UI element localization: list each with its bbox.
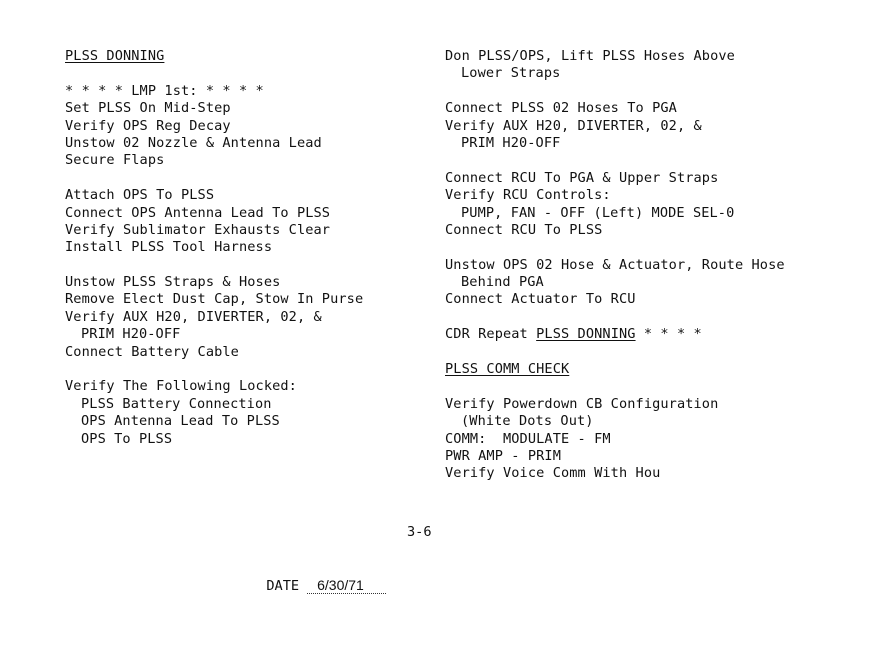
date-value: 6/30/71 bbox=[307, 577, 386, 594]
step-line-continued: Lower Straps bbox=[461, 65, 561, 82]
step-line: Verify AUX H20, DIVERTER, 02, & bbox=[65, 308, 322, 325]
sub-item: OPS To PLSS bbox=[81, 430, 173, 447]
step-line: Verify The Following Locked: bbox=[65, 378, 297, 395]
step-line-continued: (White Dots Out) bbox=[461, 413, 594, 430]
step-line: Connect PLSS 02 Hoses To PGA bbox=[445, 100, 677, 117]
step-line: Secure Flaps bbox=[65, 152, 165, 169]
page-number: 3-6 bbox=[407, 524, 432, 540]
step-line: Attach OPS To PLSS bbox=[65, 187, 215, 204]
date-row bbox=[250, 561, 386, 594]
step-line: Verify Sublimator Exhausts Clear bbox=[65, 221, 331, 238]
cdr-repeat-prefix: CDR Repeat bbox=[445, 326, 537, 343]
step-line: Install PLSS Tool Harness bbox=[65, 239, 273, 256]
step-line: PWR AMP - PRIM bbox=[445, 447, 561, 464]
step-line: Unstow PLSS Straps & Hoses bbox=[65, 274, 281, 291]
step-line: Verify Powerdown CB Configuration bbox=[445, 395, 719, 412]
lmp-first-marker: * * * * LMP 1st: * * * * bbox=[65, 82, 264, 99]
step-line: Verify AUX H20, DIVERTER, 02, & bbox=[445, 117, 702, 134]
step-line: Don PLSS/OPS, Lift PLSS Hoses Above bbox=[445, 48, 735, 64]
sub-item: PLSS Battery Connection bbox=[81, 395, 272, 412]
date-label: DATE bbox=[266, 578, 300, 594]
left-column bbox=[65, 48, 425, 448]
step-line-continued: Behind PGA bbox=[461, 274, 544, 291]
step-line: Connect RCU To PGA & Upper Straps bbox=[445, 169, 719, 186]
step-line: Connect RCU To PLSS bbox=[445, 221, 603, 238]
step-line: Verify RCU Controls: bbox=[445, 187, 611, 204]
step-line: Connect OPS Antenna Lead To PLSS bbox=[65, 204, 331, 221]
step-line-continued: PRIM H20-OFF bbox=[461, 134, 561, 151]
step-line: COMM: MODULATE - FM bbox=[445, 430, 611, 447]
step-line: Connect Battery Cable bbox=[65, 343, 239, 360]
right-column bbox=[445, 48, 855, 483]
step-line: Verify Voice Comm With Hou bbox=[445, 465, 661, 482]
sub-item: PUMP, FAN - OFF (Left) MODE SEL-0 bbox=[461, 204, 735, 221]
step-line: Unstow OPS 02 Hose & Actuator, Route Hose bbox=[445, 256, 785, 273]
sub-item: OPS Antenna Lead To PLSS bbox=[81, 413, 280, 430]
step-line: Verify OPS Reg Decay bbox=[65, 117, 231, 134]
cdr-repeat-suffix: * * * * bbox=[635, 326, 702, 343]
step-line: Unstow 02 Nozzle & Antenna Lead bbox=[65, 134, 322, 151]
section-title-plss-donning: PLSS DONNING bbox=[65, 48, 165, 64]
section-title-plss-comm-check: PLSS COMM CHECK bbox=[445, 361, 570, 378]
step-line-continued: PRIM H20-OFF bbox=[81, 326, 181, 343]
step-line: Connect Actuator To RCU bbox=[445, 291, 636, 308]
cdr-repeat-line bbox=[445, 326, 855, 343]
step-line: Remove Elect Dust Cap, Stow In Purse bbox=[65, 291, 364, 308]
step-line: Set PLSS On Mid-Step bbox=[65, 100, 231, 117]
plss-donning-reference: PLSS DONNING bbox=[536, 326, 636, 343]
